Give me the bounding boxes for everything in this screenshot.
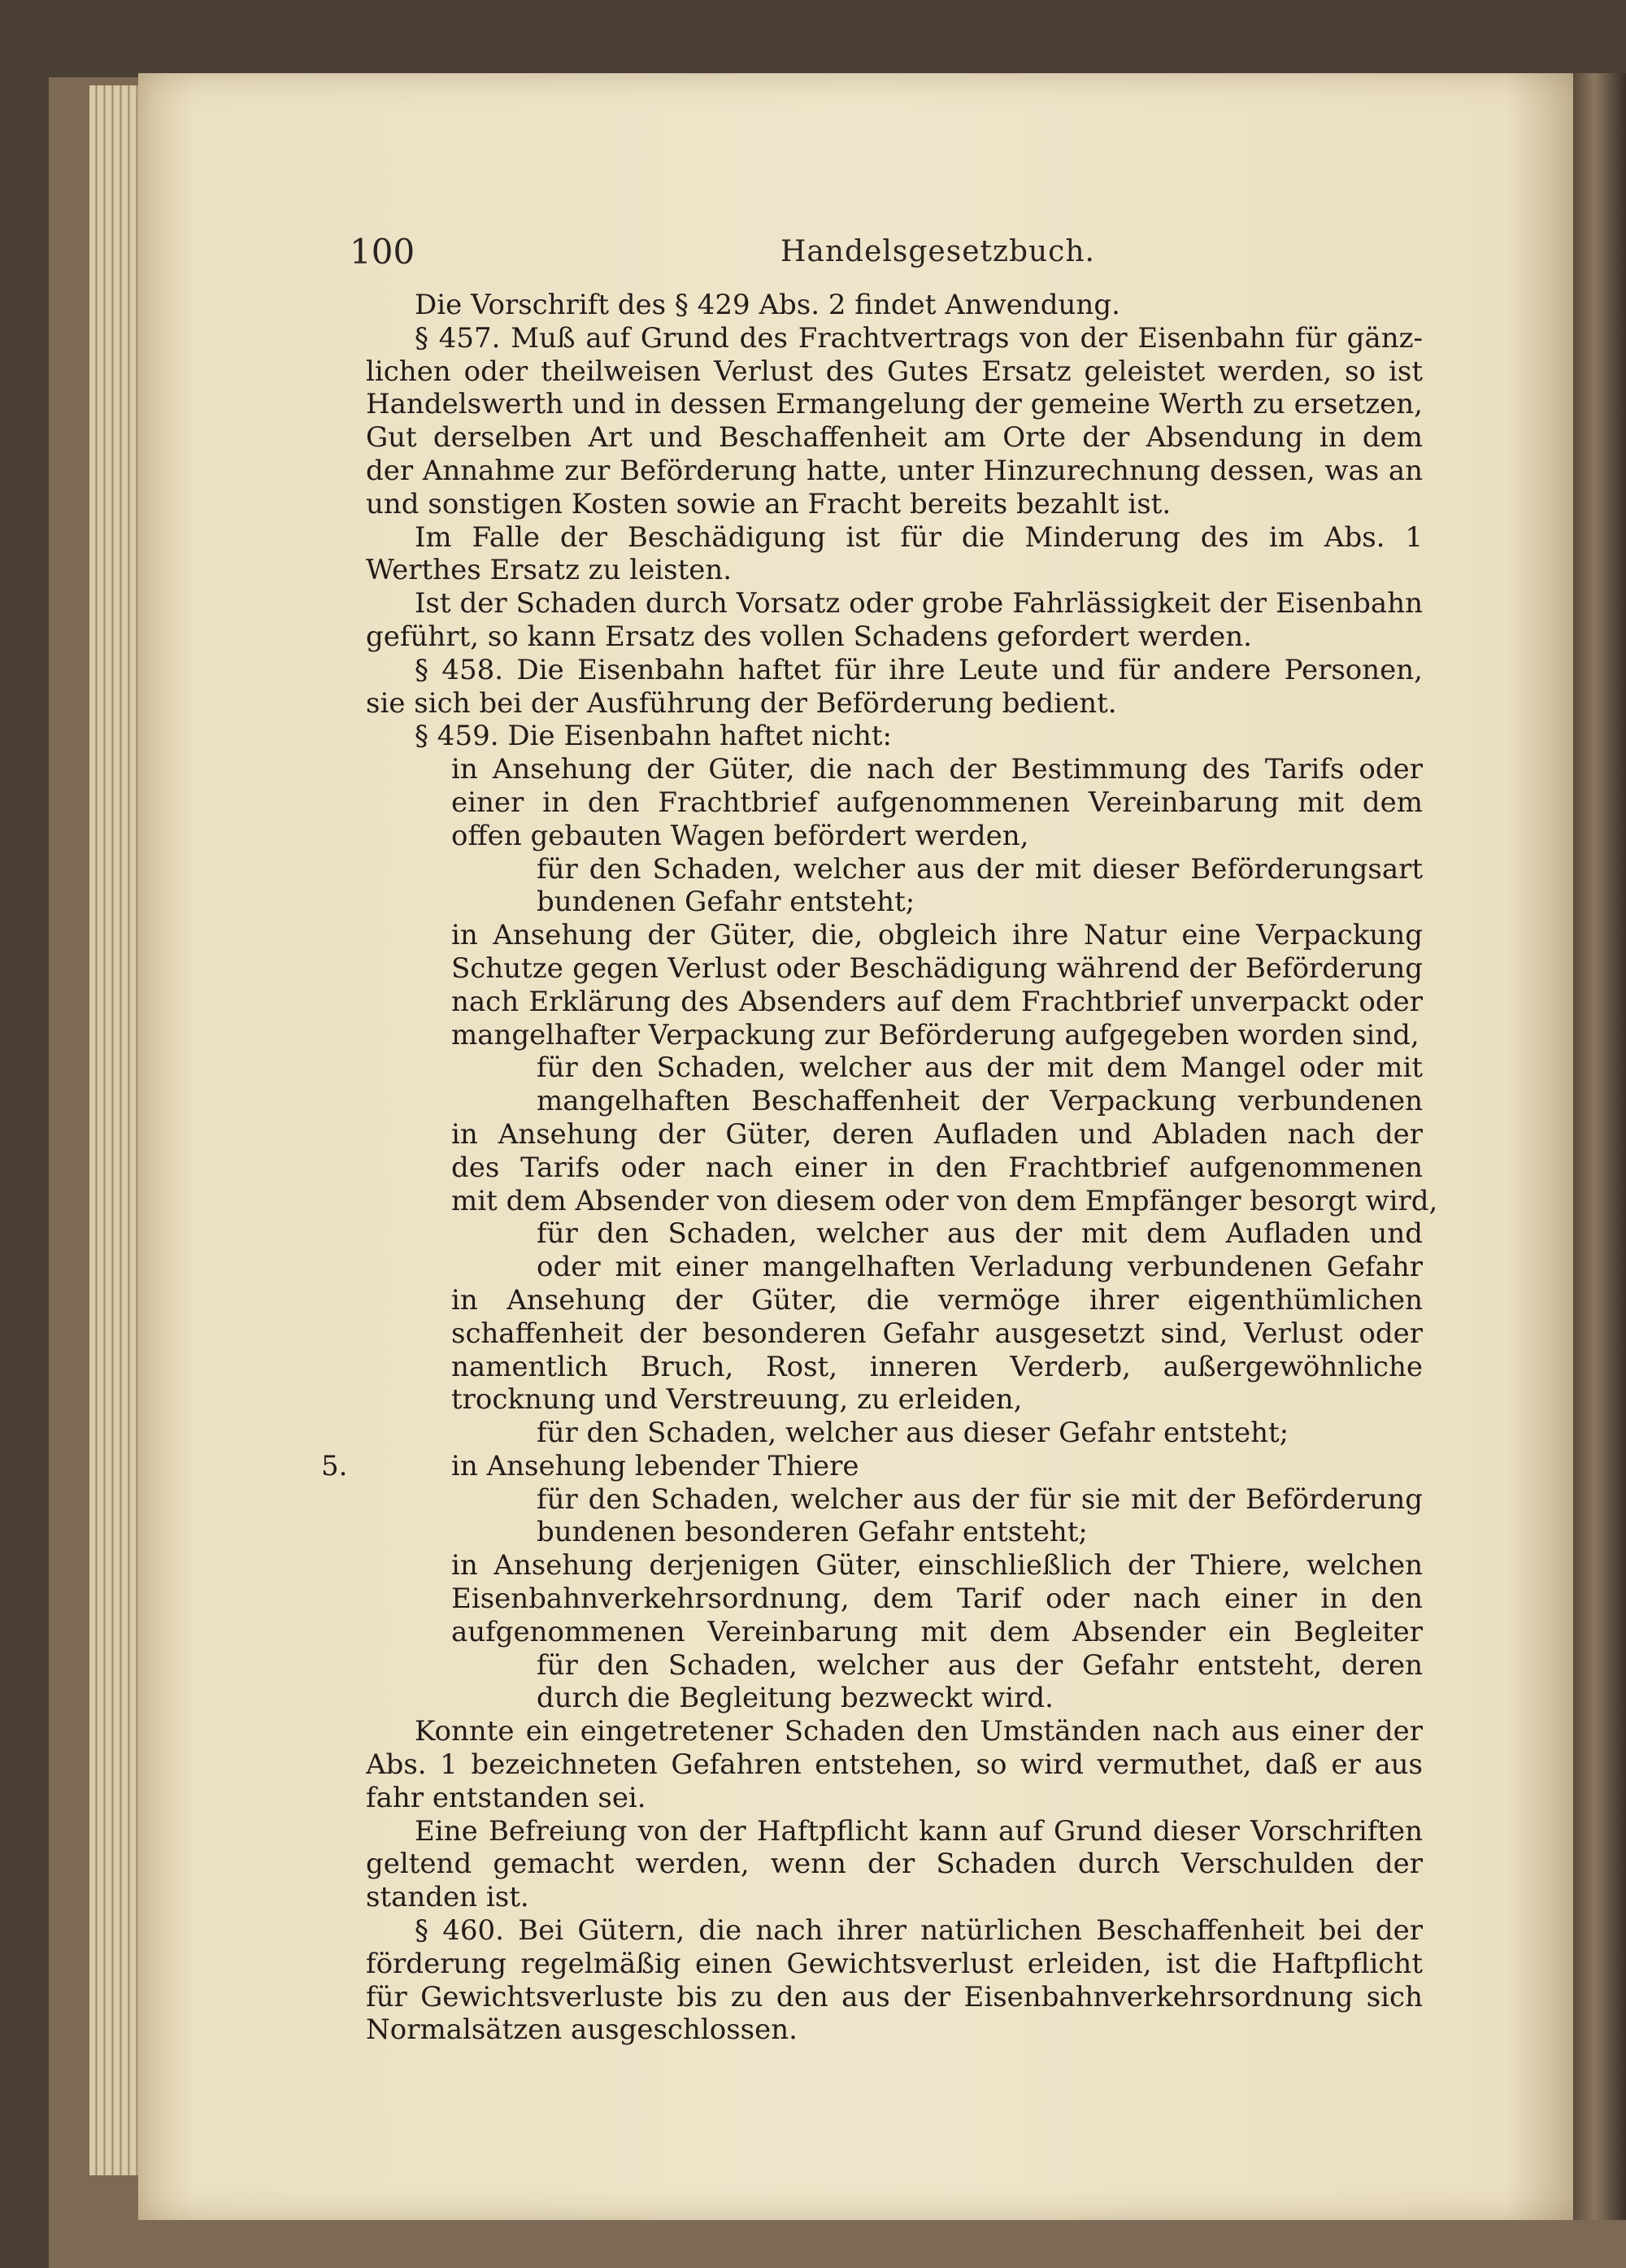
text-line xyxy=(366,753,1423,786)
text-line xyxy=(366,1118,1423,1151)
text-line xyxy=(366,1748,1423,1782)
text-line xyxy=(366,886,1423,919)
line-text: § 457. Muß auf Grund des Frachtvertrags von der Eisenbahn für gänz- xyxy=(415,321,1423,355)
line-text: § 459. Die Eisenbahn haftet nicht: xyxy=(415,720,893,753)
book-spine-shadow xyxy=(1573,73,1626,2220)
text-line xyxy=(366,1948,1423,1981)
line-text: lichen oder theilweisen Verlust des Gutes Ersatz geleistet werden, so ist xyxy=(366,355,1423,388)
line-text: namentlich Bruch, Rost, inneren Verderb, außergewöhnliche xyxy=(451,1350,1423,1383)
text-line xyxy=(366,1151,1423,1185)
line-text: für den Schaden, welcher aus der Gefahr entsteht, deren xyxy=(537,1648,1423,1682)
line-text: trocknung und Verstreuung, zu erleiden, xyxy=(451,1383,1023,1417)
text-line xyxy=(366,2013,1423,2047)
line-text: für den Schaden, welcher aus der mit dieser Beförderungsart xyxy=(537,852,1423,886)
text-line xyxy=(366,1019,1423,1052)
line-text: Gut derselben Art und Beschaffenheit am Orte der Absendung in dem xyxy=(366,421,1423,455)
line-text: mangelhaften Beschaffenheit der Verpackung verbundenen xyxy=(537,1085,1423,1118)
line-text: mit dem Absender von diesem oder von dem Empfänger besorgt wird, xyxy=(451,1184,1438,1217)
text-line xyxy=(366,1483,1423,1517)
list-item-number: 5. xyxy=(321,1449,348,1482)
text-line xyxy=(366,554,1423,587)
text-line xyxy=(366,322,1423,355)
line-text: bundenen besonderen Gefahr entsteht; xyxy=(537,1516,1088,1549)
line-text: offen gebauten Wagen befördert werden, xyxy=(451,819,1029,852)
line-text: einer in den Frachtbrief aufgenommenen Vereinbarung mit dem xyxy=(451,786,1423,819)
page-number: 100 xyxy=(350,232,415,272)
text-line xyxy=(366,521,1423,555)
line-text: bundenen Gefahr entsteht; xyxy=(537,886,915,919)
line-text: Schutze gegen Verlust oder Beschädigung während der Beförderung xyxy=(451,951,1423,985)
line-text: fahr entstanden sei. xyxy=(366,1781,646,1814)
text-line xyxy=(366,1649,1423,1682)
text-line xyxy=(366,1782,1423,1815)
text-line xyxy=(321,1449,1423,1483)
text-line xyxy=(366,687,1423,720)
text-line xyxy=(366,1981,1423,2014)
line-text: Konnte ein eingetretener Schaden den Umständen nach aus einer der xyxy=(415,1715,1423,1748)
line-text: in Ansehung derjenigen Güter, einschließlich der Thiere, welchen xyxy=(451,1549,1423,1582)
text-line xyxy=(366,1815,1423,1848)
line-text: § 460. Bei Gütern, die nach ihrer natürlichen Beschaffenheit bei der xyxy=(415,1914,1423,1948)
line-text: Ist der Schaden durch Vorsatz oder grobe Fahrlässigkeit der Eisenbahn xyxy=(415,587,1423,620)
line-text: geltend gemacht werden, wenn der Schaden durch Verschulden der xyxy=(366,1848,1423,1881)
line-text: Im Falle der Beschädigung ist für die Minderung des im Abs. 1 xyxy=(415,520,1423,554)
line-text: aufgenommenen Vereinbarung mit dem Absender ein Begleiter xyxy=(451,1615,1423,1648)
line-text: Eisenbahnverkehrsordnung, dem Tarif oder nach einer in den xyxy=(451,1582,1423,1616)
line-text: und sonstigen Kosten sowie an Fracht bereits bezahlt ist. xyxy=(366,487,1172,520)
line-text: geführt, so kann Ersatz des vollen Schadens gefordert werden. xyxy=(366,620,1252,653)
text-line xyxy=(366,853,1423,886)
text-line xyxy=(366,654,1423,687)
text-line xyxy=(366,1284,1423,1317)
line-text: in Ansehung der Güter, die vermöge ihrer eigenthümlichen xyxy=(451,1283,1423,1317)
text-line xyxy=(366,1217,1423,1251)
text-line xyxy=(366,421,1423,455)
text-line xyxy=(366,1184,1438,1218)
line-text: für den Schaden, welcher aus der mit dem Aufladen und xyxy=(537,1217,1423,1251)
text-line xyxy=(366,952,1423,986)
text-line xyxy=(366,1848,1423,1881)
line-text: § 458. Die Eisenbahn haftet für ihre Leute und für andere Personen, xyxy=(415,653,1423,686)
text-line xyxy=(366,1317,1423,1351)
text-line xyxy=(366,1251,1423,1284)
text-line xyxy=(366,289,1423,322)
text-line xyxy=(366,1914,1423,1948)
line-text: für den Schaden, welcher aus der mit dem Mangel oder mit xyxy=(537,1051,1423,1085)
text-line xyxy=(366,1085,1423,1118)
text-line xyxy=(366,1417,1423,1450)
line-text: oder mit einer mangelhaften Verladung verbundenen Gefahr xyxy=(537,1251,1423,1284)
text-line xyxy=(366,1582,1423,1616)
text-line xyxy=(366,388,1423,421)
line-text: in Ansehung der Güter, die, obgleich ihre Natur eine Verpackung xyxy=(451,919,1423,952)
line-text: für den Schaden, welcher aus dieser Gefahr entsteht; xyxy=(537,1417,1289,1450)
text-line xyxy=(366,1351,1423,1384)
line-text: in Ansehung der Güter, deren Aufladen und Abladen nach der xyxy=(451,1117,1423,1151)
line-text: durch die Begleitung bezweckt wird. xyxy=(537,1682,1054,1715)
text-line xyxy=(366,1682,1423,1715)
line-text: schaffenheit der besonderen Gefahr ausgesetzt sind, Verlust oder xyxy=(451,1317,1423,1350)
line-text: förderung regelmäßig einen Gewichtsverlust erleiden, ist die Haftpflicht xyxy=(366,1947,1423,1980)
text-line xyxy=(366,1616,1423,1649)
text-line xyxy=(366,1549,1423,1582)
text-line xyxy=(366,1383,1423,1417)
line-text: für den Schaden, welcher aus der für sie mit der Beförderung xyxy=(537,1482,1423,1516)
body-text xyxy=(321,289,1438,2047)
text-line xyxy=(366,587,1423,620)
line-text: für Gewichtsverluste bis zu den aus der Eisenbahnverkehrsordnung sich xyxy=(366,1980,1423,2013)
line-text: Normalsätzen ausgeschlossen. xyxy=(366,2013,798,2047)
text-line xyxy=(366,1881,1423,1914)
text-line xyxy=(366,820,1423,853)
line-text: Handelswerth und in dessen Ermangelung der gemeine Werth zu ersetzen, xyxy=(366,388,1423,421)
line-text: Abs. 1 bezeichneten Gefahren entstehen, so wird vermuthet, daß er aus xyxy=(366,1748,1423,1782)
page-header xyxy=(350,232,1423,281)
text-line xyxy=(366,786,1423,820)
line-text: des Tarifs oder nach einer in den Frachtbrief aufgenommenen xyxy=(451,1151,1423,1184)
line-text: in Ansehung lebender Thiere xyxy=(451,1449,859,1482)
line-text: standen ist. xyxy=(366,1881,529,1914)
text-line xyxy=(366,1051,1423,1085)
line-text: Eine Befreiung von der Haftpflicht kann auf Grund dieser Vorschriften xyxy=(415,1814,1423,1848)
line-text: der Annahme zur Beförderung hatte, unter Hinzurechnung dessen, was an xyxy=(366,454,1423,487)
line-text: Die Vorschrift des § 429 Abs. 2 findet Anwendung. xyxy=(415,289,1120,321)
text-line xyxy=(366,720,1423,753)
running-head: Handelsgesetzbuch. xyxy=(780,235,1095,268)
line-text: mangelhafter Verpackung zur Beförderung aufgegeben worden sind, xyxy=(451,1018,1419,1051)
line-text: Werthes Ersatz zu leisten. xyxy=(366,554,733,587)
text-line xyxy=(366,355,1423,389)
text-line xyxy=(366,1516,1423,1549)
text-line xyxy=(366,620,1423,654)
line-text: sie sich bei der Ausführung der Beförderung bedient. xyxy=(366,686,1117,720)
line-text: in Ansehung der Güter, die nach der Bestimmung des Tarifs oder xyxy=(451,753,1423,786)
text-line xyxy=(366,488,1423,521)
text-line xyxy=(366,986,1423,1019)
text-line xyxy=(366,1715,1423,1748)
text-line xyxy=(366,455,1423,488)
line-text: nach Erklärung des Absenders auf dem Frachtbrief unverpackt oder xyxy=(451,985,1423,1018)
text-line xyxy=(366,919,1423,952)
